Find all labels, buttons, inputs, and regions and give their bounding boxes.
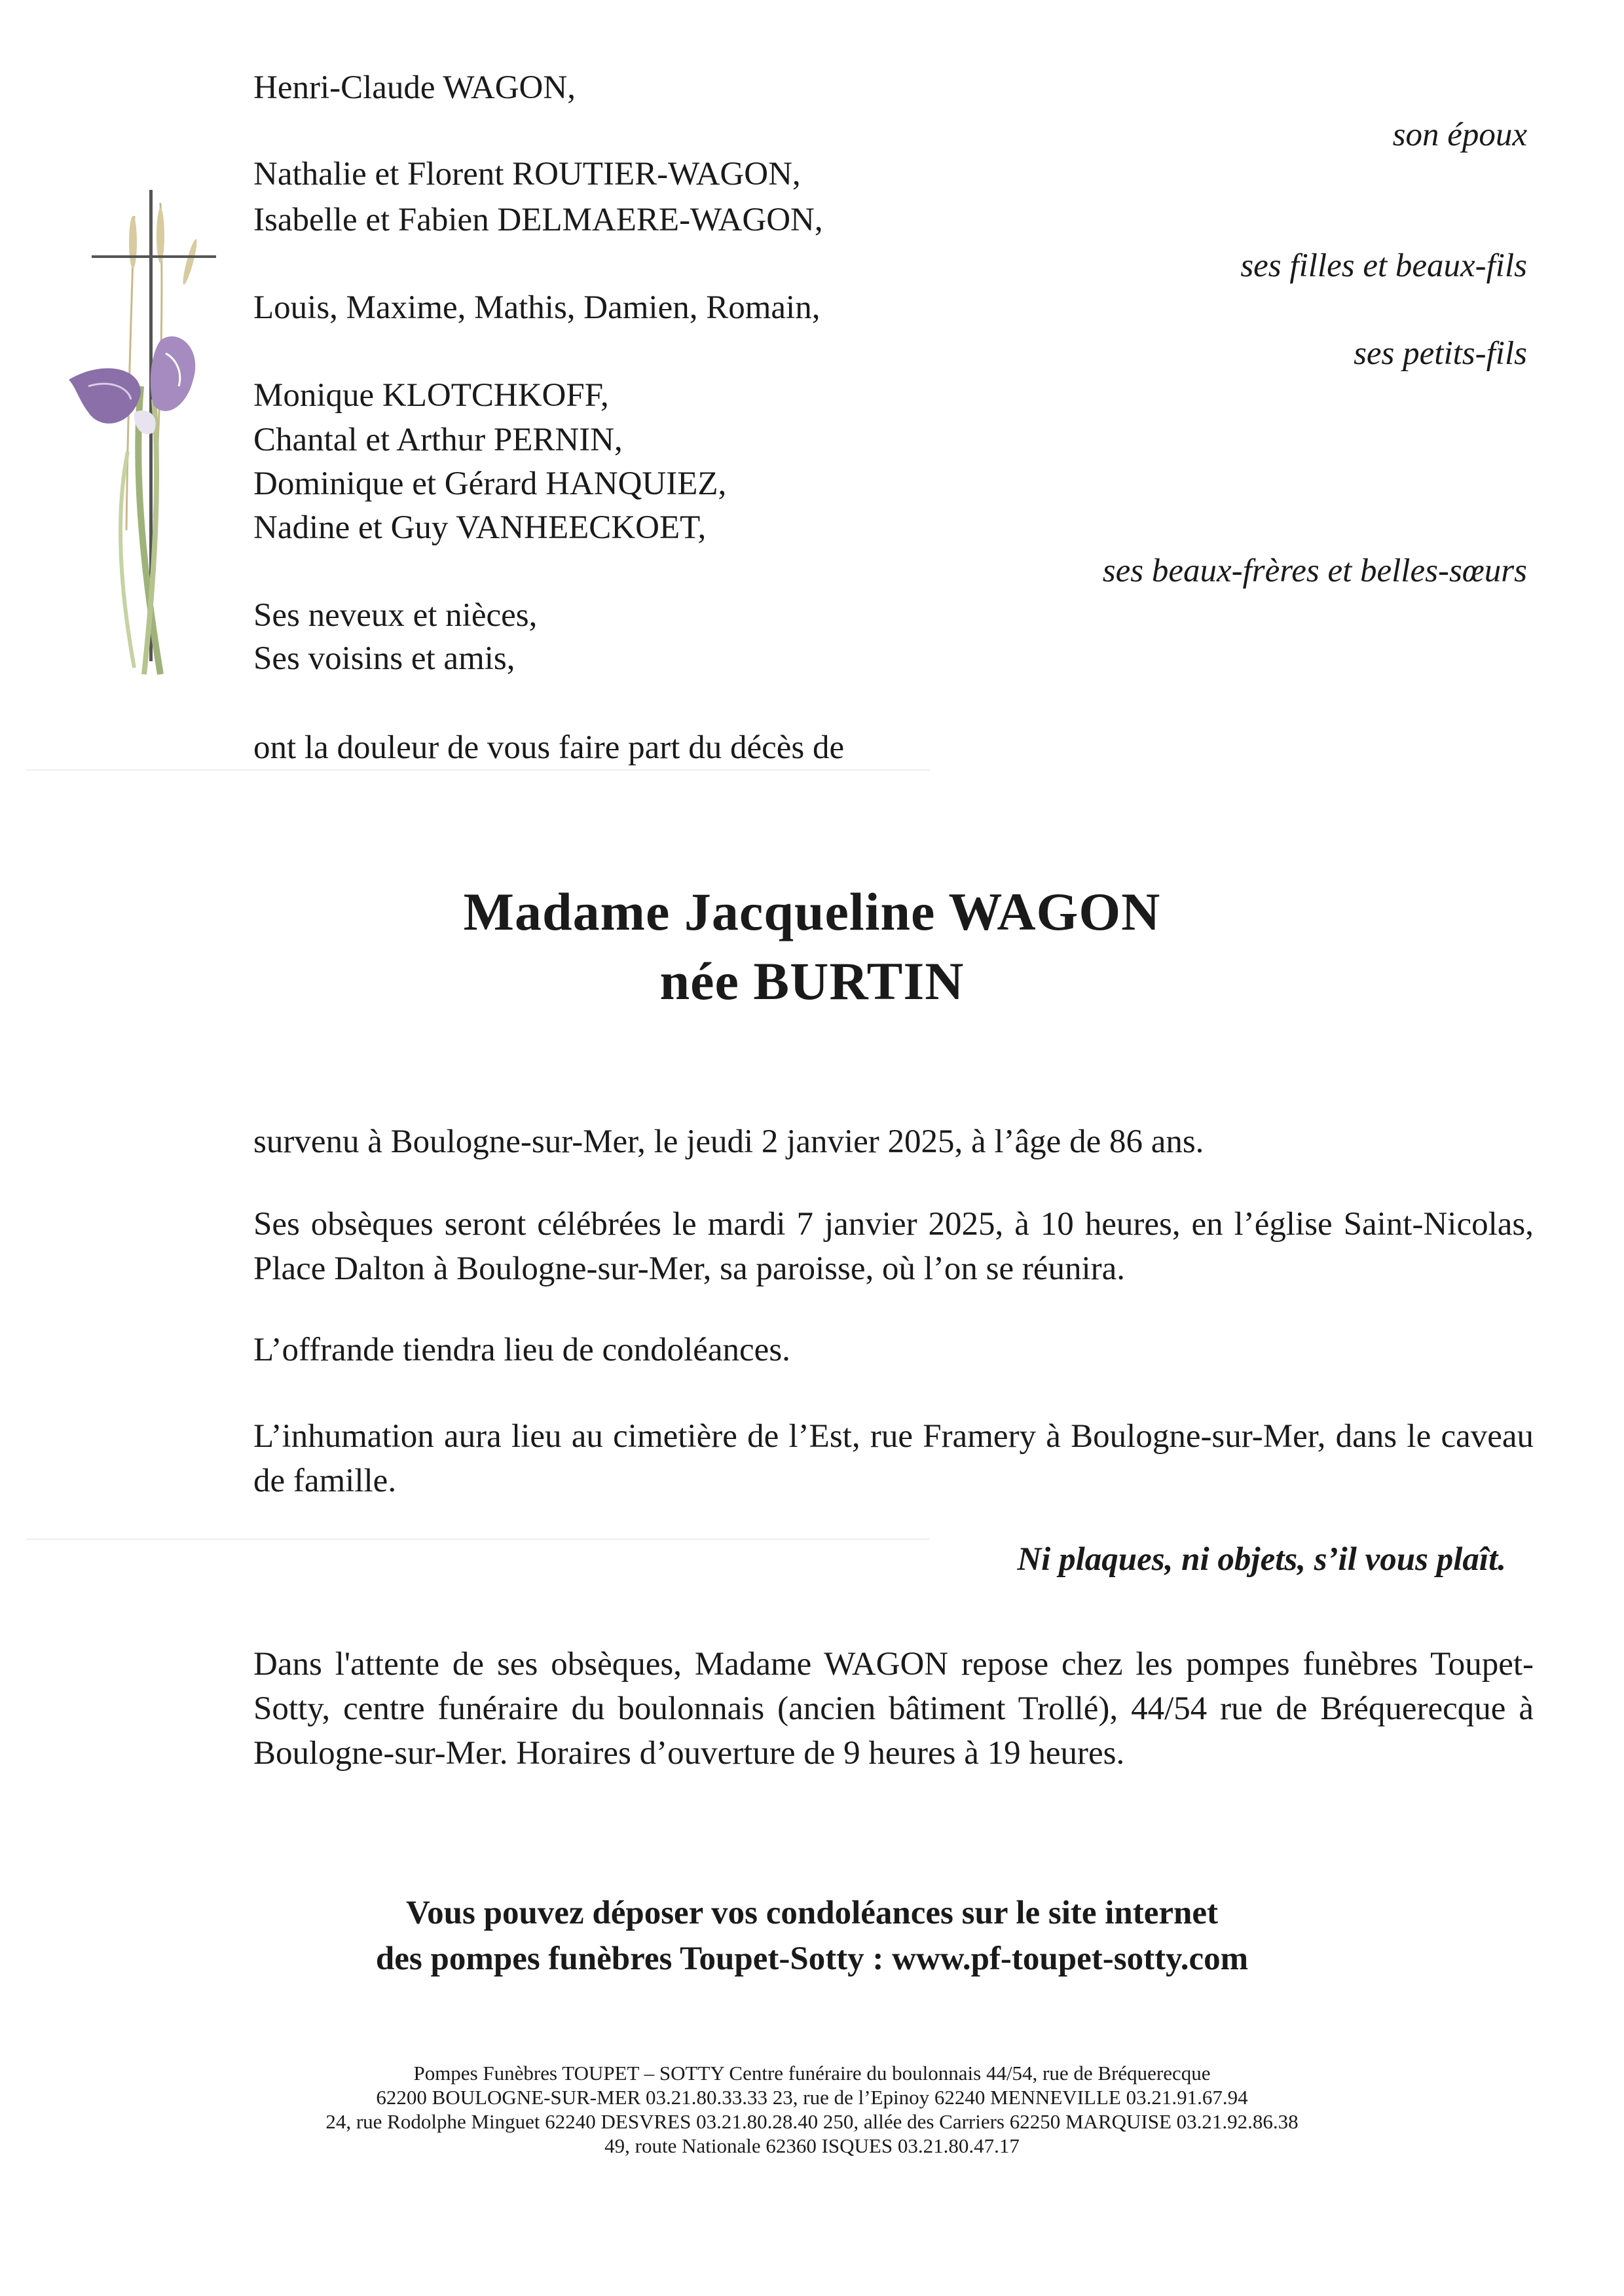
in-law-3: Dominique et Gérard HANQUIEZ,	[253, 465, 727, 502]
grandsons: Louis, Maxime, Mathis, Damien, Romain,	[253, 289, 821, 326]
funeral-paragraph: Ses obsèques seront célébrées le mardi 7 janvier 2025, à 10 heures, en l’église Saint-Nicolas, Place Dalton à Boulogne-sur-Mer, sa paroisse, où l’on se réunira.	[253, 1206, 1534, 1287]
condolences-line-2: des pompes funèbres Toupet-Sotty : www.pf-toupet-sotty.com	[375, 1941, 1249, 1977]
neighbours-friends: Ses voisins et amis,	[253, 640, 515, 677]
footer-line-1: Pompes Funèbres TOUPET – SOTTY Centre funéraire du boulonnais 44/54, rue de Bréquerecque	[413, 2062, 1211, 2085]
burial-paragraph: L’inhumation aura lieu au cimetière de l’Est, rue Framery à Boulogne-sur-Mer, dans le caveau de famille.	[253, 1418, 1534, 1499]
nephews-nieces: Ses neveux et nièces,	[253, 597, 538, 634]
offering-paragraph: L’offrande tiendra lieu de condoléances.	[253, 1332, 790, 1368]
footer-line-3: 24, rue Rodolphe Minguet 62240 DESVRES 03.21.80.28.40 250, allée des Carriers 62250 MARQUISE 03.21.92.86.38	[325, 2110, 1299, 2133]
daughter-1: Nathalie et Florent ROUTIER-WAGON,	[253, 156, 801, 192]
announcement: ont la douleur de vous faire part du décès de	[253, 729, 845, 766]
death-paragraph: survenu à Boulogne-sur-Mer, le jeudi 2 janvier 2025, à l’âge de 86 ans.	[253, 1123, 1204, 1160]
cross-lily-icon	[62, 190, 232, 691]
daughter-2: Isabelle et Fabien DELMAERE-WAGON,	[253, 202, 823, 238]
footer-line-4: 49, route Nationale 62360 ISQUES 03.21.80.47.17	[604, 2134, 1020, 2157]
in-law-1: Monique KLOTCHKOFF,	[253, 377, 609, 414]
footer-line-2: 62200 BOULOGNE-SUR-MER 03.21.80.33.33 23, rue de l’Epinoy 62240 MENNEVILLE 03.21.91.67.94	[376, 2086, 1248, 2109]
grandsons-relation: ses petits-fils	[1354, 335, 1527, 372]
daughters-relation: ses filles et beaux-fils	[1240, 247, 1527, 284]
deceased-maiden-name: née BURTIN	[659, 951, 965, 1011]
husband-relation: son époux	[1392, 117, 1527, 153]
no-plaques-notice: Ni plaques, ni objets, s’il vous plaît.	[1017, 1541, 1506, 1578]
in-laws-relation: ses beaux-frères et belles-sœurs	[1102, 553, 1527, 589]
in-law-2: Chantal et Arthur PERNIN,	[253, 422, 623, 458]
deceased-name: Madame Jacqueline WAGON	[463, 882, 1161, 941]
condolences-line-1: Vous pouvez déposer vos condoléances sur le site internet	[405, 1895, 1219, 1931]
in-law-4: Nadine et Guy VANHEECKOET,	[253, 509, 707, 546]
husband-name: Henri-Claude WAGON,	[253, 69, 576, 106]
repose-paragraph: Dans l'attente de ses obsèques, Madame WAGON repose chez les pompes funèbres Toupet-Sotty, centre funéraire du boulonnais (ancien bâtiment Trollé), 44/54 rue de Bréquerecque à Boulogne-sur-Mer. Horaires d’ouverture de 9 heures à 19 heures.	[253, 1646, 1534, 1772]
